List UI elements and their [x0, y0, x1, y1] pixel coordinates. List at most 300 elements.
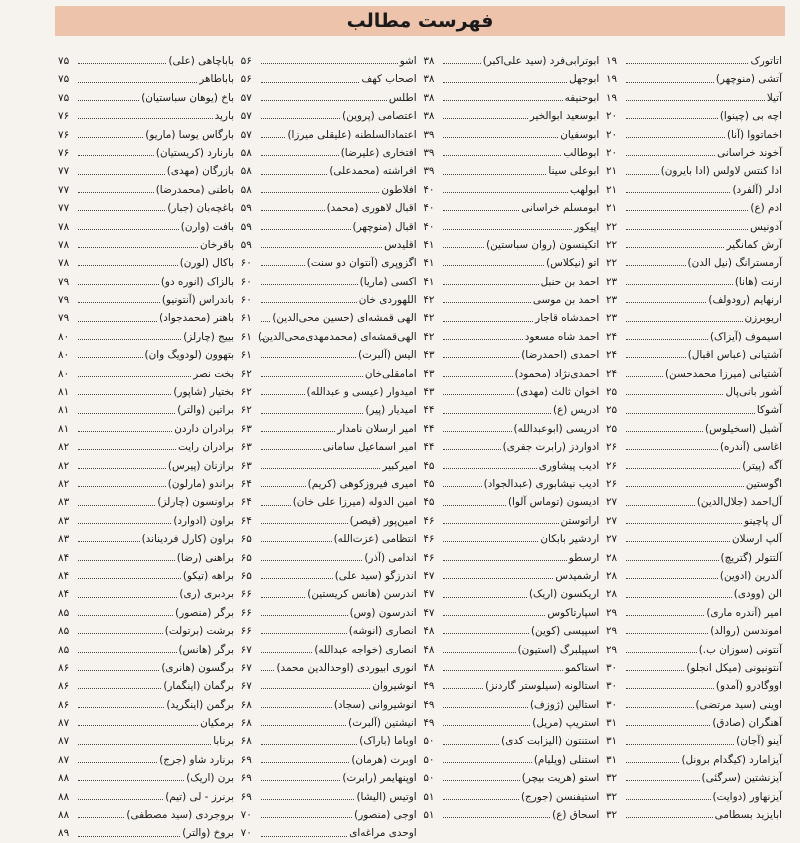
- toc-entry[interactable]: [58, 420, 234, 438]
- toc-entry[interactable]: [58, 549, 234, 567]
- dot-leader: [443, 614, 545, 616]
- entry-page-number: ۸۰: [58, 330, 70, 343]
- toc-entry[interactable]: [606, 181, 782, 199]
- entry-name: اریوبرزن: [744, 312, 782, 325]
- dot-leader: [261, 577, 333, 579]
- toc-entry[interactable]: [423, 732, 599, 750]
- entry-name: اووگادرو (آمدو): [715, 680, 782, 693]
- toc-entry[interactable]: [606, 659, 782, 677]
- entry-page-number: ۴۸: [423, 661, 435, 674]
- toc-entry[interactable]: [423, 696, 599, 714]
- entry-page-number: ۲۴: [605, 349, 618, 362]
- entry-name: امیر (آندره ماری): [706, 606, 782, 619]
- toc-entry[interactable]: [241, 585, 417, 603]
- entry-name: اتو (نیکلاس): [546, 257, 600, 270]
- toc-entry[interactable]: [606, 732, 782, 750]
- entry-page-number: ۶۴: [240, 496, 252, 509]
- toc-entry[interactable]: [606, 696, 782, 714]
- toc-entry[interactable]: [606, 751, 782, 769]
- toc-entry[interactable]: [423, 438, 599, 456]
- toc-entry[interactable]: [423, 52, 599, 70]
- dot-leader: [443, 816, 550, 818]
- dot-leader: [78, 485, 166, 487]
- toc-entry[interactable]: [606, 714, 782, 732]
- toc-entry[interactable]: [606, 144, 782, 162]
- dot-leader: [443, 430, 511, 432]
- toc-entry[interactable]: [606, 70, 782, 88]
- dot-leader: [443, 761, 532, 763]
- toc-entry[interactable]: [58, 199, 234, 217]
- entry-page-number: ۵۷: [240, 110, 252, 123]
- entry-page-number: ۸۴: [58, 551, 70, 564]
- toc-entry[interactable]: [423, 751, 599, 769]
- toc-entry[interactable]: [241, 346, 417, 364]
- toc-entry[interactable]: [606, 788, 782, 806]
- dot-leader: [626, 743, 734, 745]
- entry-name: اللهوردی خان: [358, 294, 417, 307]
- toc-entry[interactable]: [606, 806, 782, 824]
- dot-leader: [443, 632, 529, 634]
- entry-page-number: ۳۱: [605, 753, 618, 766]
- dot-leader: [443, 798, 519, 800]
- entry-page-number: ۷۶: [58, 110, 70, 123]
- dot-leader: [626, 816, 713, 818]
- toc-entry[interactable]: [241, 70, 417, 88]
- dot-leader: [443, 209, 519, 211]
- entry-page-number: ۶۶: [240, 606, 252, 619]
- dot-leader: [261, 191, 380, 193]
- dot-leader: [626, 559, 719, 561]
- toc-entry[interactable]: [423, 530, 599, 548]
- toc-entry[interactable]: [606, 199, 782, 217]
- toc-entry[interactable]: [58, 126, 234, 144]
- dot-leader: [443, 724, 530, 726]
- toc-entry[interactable]: [241, 475, 417, 493]
- dot-leader: [78, 632, 163, 634]
- toc-entry[interactable]: [58, 806, 234, 824]
- toc-entry[interactable]: [58, 70, 234, 88]
- toc-entry[interactable]: [606, 89, 782, 107]
- entry-page-number: ۵۰: [423, 735, 435, 748]
- entry-page-number: ۲۵: [605, 386, 618, 399]
- entry-page-number: ۶۰: [240, 257, 252, 270]
- dot-leader: [443, 393, 514, 395]
- entry-page-number: ۲۲: [605, 257, 618, 270]
- toc-entry[interactable]: [606, 622, 782, 640]
- toc-entry[interactable]: [606, 126, 782, 144]
- entry-name: بارگاس یوسا (ماریو): [145, 128, 234, 141]
- entry-page-number: ۸۲: [58, 441, 70, 454]
- entry-name: باقرخان: [200, 238, 234, 251]
- dot-leader: [78, 62, 166, 64]
- toc-entry[interactable]: [241, 309, 417, 327]
- toc-entry[interactable]: [241, 512, 417, 530]
- entry-name: آنتونیونی (میکل انجلو): [686, 661, 782, 674]
- entry-name: احمد بن موسی: [532, 294, 600, 307]
- entry-page-number: ۴۰: [423, 202, 435, 215]
- toc-entry[interactable]: [58, 604, 234, 622]
- entry-page-number: ۳۸: [423, 110, 435, 123]
- entry-name: آدونیس: [750, 220, 782, 233]
- toc-entry[interactable]: [423, 144, 599, 162]
- entry-name: افلاطون: [381, 183, 417, 196]
- toc-entry[interactable]: [241, 52, 417, 70]
- entry-page-number: ۳۸: [423, 91, 435, 104]
- dot-leader: [261, 467, 381, 469]
- entry-page-number: ۷۶: [58, 146, 70, 159]
- toc-entry[interactable]: [606, 346, 782, 364]
- toc-entry[interactable]: [423, 346, 599, 364]
- entry-page-number: ۳۲: [605, 809, 618, 822]
- toc-entry[interactable]: [58, 365, 234, 383]
- entry-page-number: ۵۸: [240, 146, 252, 159]
- entry-name: آتیلا: [766, 91, 782, 104]
- toc-entry[interactable]: [423, 181, 599, 199]
- toc-entry[interactable]: [606, 549, 782, 567]
- toc-entry[interactable]: [58, 622, 234, 640]
- toc-entry[interactable]: [423, 291, 599, 309]
- toc-entry[interactable]: [423, 549, 599, 567]
- toc-entry[interactable]: [58, 328, 234, 346]
- dot-leader: [626, 467, 740, 469]
- entry-name: ارسطو: [568, 551, 600, 564]
- toc-entry[interactable]: [241, 751, 417, 769]
- entry-page-number: ۴۳: [423, 367, 435, 380]
- toc-entry[interactable]: [58, 659, 234, 677]
- entry-page-number: ۴۴: [423, 422, 435, 435]
- entry-name: باباچاهی (علی): [168, 55, 234, 67]
- toc-entry[interactable]: [423, 512, 599, 530]
- toc-entry[interactable]: [606, 512, 782, 530]
- toc-entry[interactable]: [58, 751, 234, 769]
- entry-page-number: ۴۳: [423, 349, 435, 362]
- entry-name: اخماتووا (آنا): [726, 128, 782, 141]
- dot-leader: [78, 798, 163, 800]
- toc-entry[interactable]: [241, 383, 417, 401]
- toc-entry[interactable]: [58, 696, 234, 714]
- dot-leader: [626, 504, 695, 506]
- dot-leader: [626, 393, 724, 395]
- toc-entry[interactable]: [423, 70, 599, 88]
- entry-page-number: ۸۷: [58, 717, 70, 730]
- toc-entry[interactable]: [58, 585, 234, 603]
- toc-entry[interactable]: [606, 677, 782, 695]
- toc-entry[interactable]: [241, 604, 417, 622]
- entry-page-number: ۴۹: [423, 717, 435, 730]
- toc-entry[interactable]: [423, 107, 599, 125]
- entry-name: اندرسن (هانس کریستین): [307, 588, 417, 601]
- toc-entry[interactable]: [423, 199, 599, 217]
- toc-entry[interactable]: [423, 641, 599, 659]
- toc-entry[interactable]: [423, 309, 599, 327]
- toc-entry[interactable]: [58, 567, 234, 585]
- toc-entry[interactable]: [241, 732, 417, 750]
- toc-entry[interactable]: [423, 236, 599, 254]
- toc-entry[interactable]: [606, 475, 782, 493]
- dot-leader: [78, 228, 179, 230]
- toc-entry[interactable]: [58, 346, 234, 364]
- dot-leader: [261, 301, 357, 303]
- toc-entry[interactable]: [58, 677, 234, 695]
- toc-entry[interactable]: [241, 144, 417, 162]
- toc-entry[interactable]: [606, 457, 782, 475]
- entry-page-number: ۸۵: [58, 606, 70, 619]
- toc-entry[interactable]: [241, 236, 417, 254]
- toc-entry[interactable]: [423, 254, 599, 272]
- toc-entry[interactable]: [423, 659, 599, 677]
- toc-entry[interactable]: [423, 714, 599, 732]
- entry-name: برنابا: [213, 735, 234, 748]
- entry-page-number: ۶۰: [240, 294, 252, 307]
- toc-entry[interactable]: [58, 401, 234, 419]
- toc-entry[interactable]: [423, 677, 599, 695]
- toc-entry[interactable]: [606, 585, 782, 603]
- toc-entry[interactable]: [606, 365, 782, 383]
- dot-leader: [626, 577, 718, 579]
- toc-entry[interactable]: [58, 769, 234, 787]
- entry-name: اوپنهایمر (رابرت): [342, 772, 417, 785]
- toc-entry[interactable]: [606, 420, 782, 438]
- toc-entry[interactable]: [58, 52, 234, 70]
- entry-name: برمکیان: [200, 717, 234, 730]
- entry-name: ابوطالب: [563, 146, 600, 159]
- toc-entry[interactable]: [423, 218, 599, 236]
- toc-entry[interactable]: [423, 365, 599, 383]
- toc-entry[interactable]: [58, 144, 234, 162]
- toc-entry[interactable]: [606, 218, 782, 236]
- toc-entry[interactable]: [606, 401, 782, 419]
- entry-page-number: ۴۶: [423, 514, 435, 527]
- toc-entry[interactable]: [423, 162, 599, 180]
- entry-name: برگمن (اینگرید): [166, 698, 234, 711]
- dot-leader: [261, 596, 306, 598]
- toc-entry[interactable]: [606, 273, 782, 291]
- dot-leader: [78, 356, 143, 358]
- dot-leader: [626, 596, 732, 598]
- toc-entry[interactable]: [423, 604, 599, 622]
- dot-leader: [78, 816, 124, 818]
- dot-leader: [261, 81, 360, 83]
- toc-entry[interactable]: [58, 254, 234, 272]
- toc-entry[interactable]: [241, 677, 417, 695]
- toc-entry[interactable]: [241, 254, 417, 272]
- dot-leader: [626, 356, 686, 358]
- toc-entry[interactable]: [241, 438, 417, 456]
- toc-entry[interactable]: [606, 254, 782, 272]
- toc-entry[interactable]: [241, 328, 417, 346]
- toc-entry[interactable]: [606, 383, 782, 401]
- dot-leader: [261, 540, 332, 542]
- toc-entry[interactable]: [241, 659, 417, 677]
- toc-entry[interactable]: [58, 218, 234, 236]
- toc-entry[interactable]: [241, 365, 417, 383]
- entry-name: اوبرت (هرمان): [351, 753, 417, 766]
- entry-page-number: ۷۰: [240, 809, 252, 822]
- entry-name: برادران رایت: [178, 441, 234, 454]
- entry-page-number: ۵۱: [423, 790, 435, 803]
- toc-entry[interactable]: [241, 641, 417, 659]
- toc-entry[interactable]: [423, 420, 599, 438]
- toc-entry[interactable]: [58, 714, 234, 732]
- dot-leader: [78, 209, 165, 211]
- toc-entry[interactable]: [58, 641, 234, 659]
- toc-entry[interactable]: [423, 567, 599, 585]
- toc-entry[interactable]: [58, 383, 234, 401]
- toc-entry[interactable]: [58, 89, 234, 107]
- toc-entry[interactable]: [241, 273, 417, 291]
- toc-entry[interactable]: [423, 806, 599, 824]
- entry-page-number: ۸۶: [58, 698, 70, 711]
- toc-entry[interactable]: [423, 126, 599, 144]
- toc-entry[interactable]: [241, 788, 417, 806]
- toc-entry[interactable]: [58, 273, 234, 291]
- toc-entry[interactable]: [606, 291, 782, 309]
- toc-entry[interactable]: [241, 824, 417, 842]
- dot-leader: [443, 651, 515, 653]
- toc-entry[interactable]: [58, 438, 234, 456]
- toc-entry[interactable]: [606, 52, 782, 70]
- toc-entry[interactable]: [606, 438, 782, 456]
- toc-entry[interactable]: [423, 273, 599, 291]
- toc-entry[interactable]: [58, 512, 234, 530]
- entry-name: احمدی (احمدرضا): [521, 349, 600, 362]
- entry-name: آیزامارد (کیگدام برونل): [681, 753, 782, 766]
- toc-entry[interactable]: [58, 107, 234, 125]
- toc-entry[interactable]: [606, 604, 782, 622]
- toc-entry[interactable]: [241, 420, 417, 438]
- entry-name: اتکینسون (روان سباستین): [486, 238, 600, 251]
- entry-page-number: ۷۹: [58, 275, 70, 288]
- toc-entry[interactable]: [58, 309, 234, 327]
- entry-name: ابومسلم خراسانی: [521, 202, 600, 215]
- toc-entry[interactable]: [606, 309, 782, 327]
- toc-entry[interactable]: [241, 199, 417, 217]
- toc-entry[interactable]: [58, 291, 234, 309]
- dot-leader: [78, 559, 175, 561]
- toc-entry[interactable]: [241, 457, 417, 475]
- toc-entry[interactable]: [606, 328, 782, 346]
- toc-entry[interactable]: [58, 457, 234, 475]
- toc-entry[interactable]: [423, 769, 599, 787]
- toc-entry[interactable]: [241, 530, 417, 548]
- toc-entry[interactable]: [606, 107, 782, 125]
- toc-entry[interactable]: [241, 622, 417, 640]
- entry-name: آشتیانی (عباس اقبال): [687, 349, 782, 362]
- entry-page-number: ۸۷: [58, 735, 70, 748]
- toc-entry[interactable]: [58, 732, 234, 750]
- toc-entry[interactable]: [606, 641, 782, 659]
- toc-entry[interactable]: [241, 107, 417, 125]
- toc-entry[interactable]: [241, 493, 417, 511]
- toc-entry[interactable]: [58, 493, 234, 511]
- toc-entry[interactable]: [241, 549, 417, 567]
- toc-entry[interactable]: [423, 622, 599, 640]
- entry-page-number: ۲۴: [605, 330, 618, 343]
- entry-page-number: ۸۲: [58, 459, 70, 472]
- entry-page-number: ۴۷: [423, 569, 435, 582]
- entry-page-number: ۸۶: [58, 661, 70, 674]
- toc-entry[interactable]: [606, 567, 782, 585]
- toc-entry[interactable]: [241, 126, 417, 144]
- entry-name: امیری فیروزکوهی (کریم): [307, 477, 417, 490]
- toc-entry[interactable]: [423, 328, 599, 346]
- entry-name: ابوسعید ابوالخیر: [529, 110, 600, 123]
- entry-name: ادریس (ع): [553, 404, 600, 417]
- toc-entry[interactable]: [423, 475, 599, 493]
- entry-page-number: ۵۸: [240, 183, 252, 196]
- toc-entry[interactable]: [58, 788, 234, 806]
- toc-entry[interactable]: [606, 493, 782, 511]
- toc-entry[interactable]: [241, 567, 417, 585]
- entry-name: امیدوار (عیسی و عبدالله): [306, 386, 417, 399]
- dot-leader: [78, 301, 160, 303]
- toc-entry[interactable]: [606, 530, 782, 548]
- toc-entry[interactable]: [241, 714, 417, 732]
- toc-entry[interactable]: [606, 236, 782, 254]
- toc-entry[interactable]: [58, 162, 234, 180]
- entry-page-number: ۲۳: [605, 275, 618, 288]
- entry-page-number: ۴۳: [423, 386, 435, 399]
- entry-name: برگمان (اینگمار): [163, 680, 234, 693]
- entry-name: آنتونی (سوزان ب.): [698, 643, 782, 656]
- toc-entry[interactable]: [423, 585, 599, 603]
- entry-page-number: ۸۸: [58, 809, 70, 822]
- toc-entry[interactable]: [241, 218, 417, 236]
- toc-entry[interactable]: [241, 181, 417, 199]
- toc-entry[interactable]: [241, 401, 417, 419]
- toc-entry[interactable]: [423, 401, 599, 419]
- entry-page-number: ۶۶: [240, 625, 252, 638]
- toc-entry[interactable]: [58, 181, 234, 199]
- toc-entry[interactable]: [241, 89, 417, 107]
- toc-entry[interactable]: [241, 806, 417, 824]
- entry-name: انصاری (انوشه): [348, 625, 417, 638]
- toc-entry[interactable]: [58, 530, 234, 548]
- toc-entry[interactable]: [241, 162, 417, 180]
- dot-leader: [261, 669, 275, 671]
- dot-leader: [261, 835, 348, 837]
- dot-leader: [443, 62, 480, 64]
- dot-leader: [261, 724, 347, 726]
- entry-name: بتهوون (لودویگ وان): [144, 349, 234, 362]
- dot-leader: [626, 283, 733, 285]
- entry-name: آل‌احمد (جلال‌الدین): [696, 496, 782, 509]
- entry-page-number: ۶۲: [240, 404, 252, 417]
- entry-page-number: ۵۹: [240, 220, 252, 233]
- toc-entry[interactable]: [58, 236, 234, 254]
- toc-entry[interactable]: [241, 696, 417, 714]
- toc-entry[interactable]: [423, 89, 599, 107]
- entry-name: اسیموف (آیزاک): [709, 330, 782, 343]
- toc-entry[interactable]: [423, 457, 599, 475]
- entry-name: آشور بانی‌پال: [725, 386, 782, 399]
- toc-entry[interactable]: [423, 493, 599, 511]
- toc-entry[interactable]: [423, 788, 599, 806]
- toc-entry[interactable]: [606, 162, 782, 180]
- entry-page-number: ۵۹: [240, 238, 252, 251]
- toc-entry[interactable]: [58, 475, 234, 493]
- dot-leader: [261, 687, 371, 689]
- toc-entry[interactable]: [241, 769, 417, 787]
- entry-name: اچه بی (چینوا): [719, 110, 782, 123]
- toc-entry[interactable]: [423, 383, 599, 401]
- entry-page-number: ۳۲: [605, 790, 618, 803]
- toc-entry[interactable]: [606, 769, 782, 787]
- entry-name: اسپیلبرگ (استیون): [517, 643, 600, 656]
- toc-entry[interactable]: [241, 291, 417, 309]
- toc-entry[interactable]: [58, 824, 234, 842]
- entry-page-number: ۶۷: [240, 680, 252, 693]
